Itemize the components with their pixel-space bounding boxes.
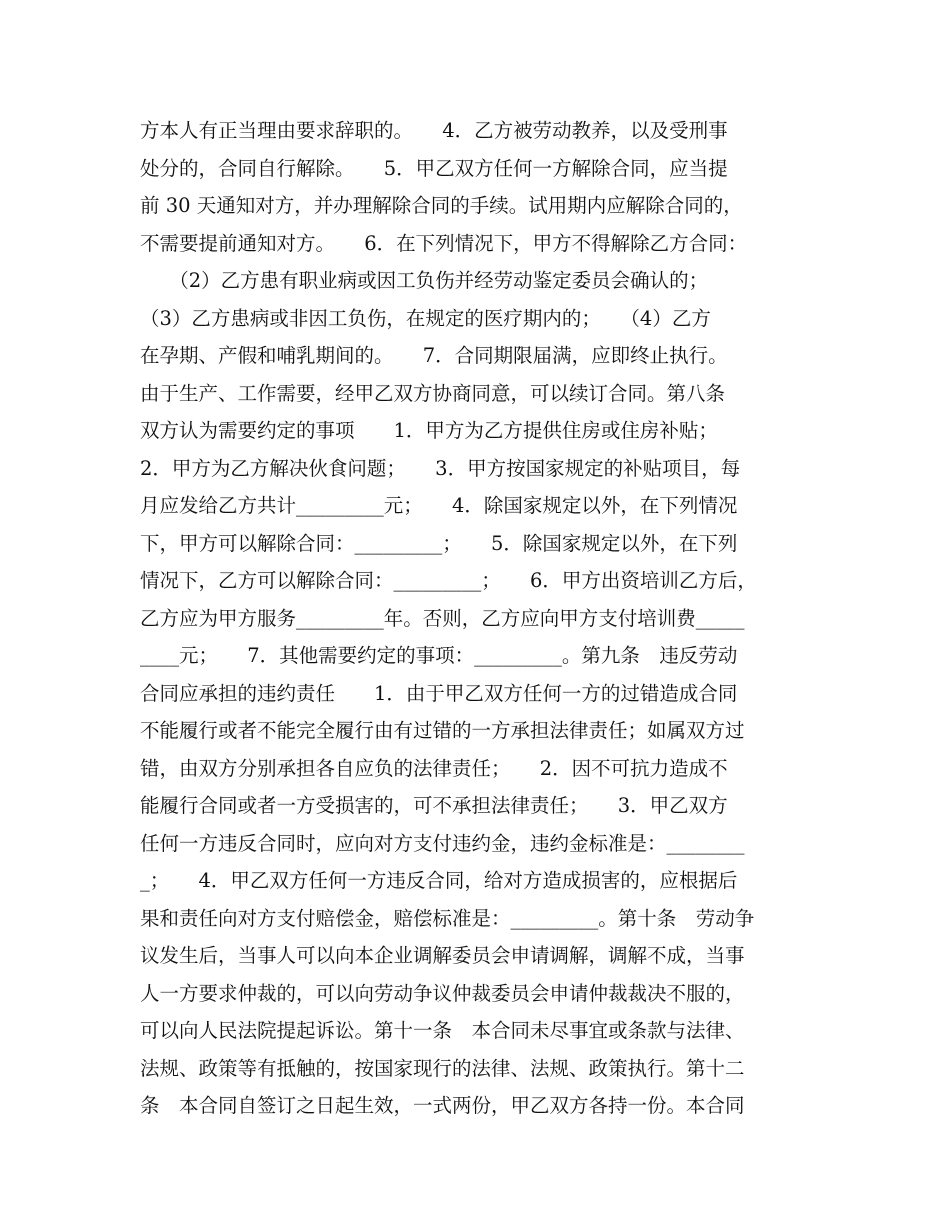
- text-line: 双方认为需要约定的事项 1．甲方为乙方提供住房或住房补贴；: [140, 419, 718, 442]
- text-line: 方本人有正当理由要求辞职的。 4．乙方被劳动教养，以及受刑事: [140, 119, 728, 142]
- text-line: （3）乙方患病或非因工负伤，在规定的医疗期内的； （4）乙方: [140, 306, 711, 330]
- text-line: 条 本合同自签订之日起生效，一式两份，甲乙双方各持一份。本合同: [140, 1094, 745, 1117]
- text-line: 人一方要求仲裁的，可以向劳动争议仲裁委员会申请仲裁裁决不服的，: [140, 981, 745, 1005]
- text-line: 在孕期、产假和哺乳期间的。 7．合同期限届满，应即终止执行。: [140, 344, 728, 367]
- text-line: 可以向人民法院提起诉讼。第十一条 本合同未尽事宜或条款与法律、: [140, 1019, 745, 1042]
- text-line: 情况下，乙方可以解除合同：_________； 6．甲方出资培训乙方后，: [140, 569, 757, 592]
- text-line: _； 4．甲乙双方任何一方违反合同，给对方造成损害的，应根据后: [140, 869, 738, 892]
- text-line: 任何一方违反合同时，应向对方支付违约金，违约金标准是：________: [140, 831, 745, 855]
- text-line: 不能履行或者不能完全履行由有过错的一方承担法律责任；如属双方过: [140, 719, 745, 742]
- text-line: 乙方应为甲方服务_________年。否则，乙方应向甲方支付培训费_____: [140, 606, 745, 630]
- text-line: 前 30 天通知对方，并办理解除合同的手续。试用期内应解除合同的，: [140, 194, 743, 217]
- text-line: 2．甲方为乙方解决伙食问题； 3．甲方按国家规定的补贴项目，每: [140, 456, 741, 480]
- text-line: 合同应承担的违约责任 1．由于甲乙双方任何一方的过错造成合同: [140, 681, 738, 705]
- text-line: 法规、政策等有抵触的，按国家现行的法律、法规、政策执行。第十二: [140, 1056, 745, 1080]
- text-line: ____元； 7．其他需要约定的事项：_________。第九条 违反劳动: [140, 644, 738, 667]
- text-line: 议发生后，当事人可以向本企业调解委员会申请调解，调解不成，当事: [140, 944, 745, 967]
- contract-body-text: [140, 112, 820, 1125]
- text-line: 果和责任向对方支付赔偿金，赔偿标准是：_________。第十条 劳动争: [140, 906, 755, 930]
- text-line: 下，甲方可以解除合同：_________； 5．除国家规定以外，在下列: [140, 531, 738, 555]
- text-line: （2）乙方患有职业病或因工负伤并经劳动鉴定委员会确认的；: [140, 269, 709, 292]
- text-line: 处分的，合同自行解除。 5．甲乙双方任何一方解除合同，应当提: [140, 156, 728, 180]
- text-line: 错，由双方分别承担各自应负的法律责任； 2．因不可抗力造成不: [140, 756, 728, 780]
- text-line: 月应发给乙方共计_________元； 4．除国家规定以外，在下列情况: [140, 494, 738, 517]
- text-line: 能履行合同或者一方受损害的，可不承担法律责任； 3．甲乙双方: [140, 794, 728, 817]
- text-line: 由于生产、工作需要，经甲乙双方协商同意，可以续订合同。第八条: [140, 381, 726, 405]
- text-line: 不需要提前通知对方。 6．在下列情况下，甲方不得解除乙方合同：: [140, 231, 748, 255]
